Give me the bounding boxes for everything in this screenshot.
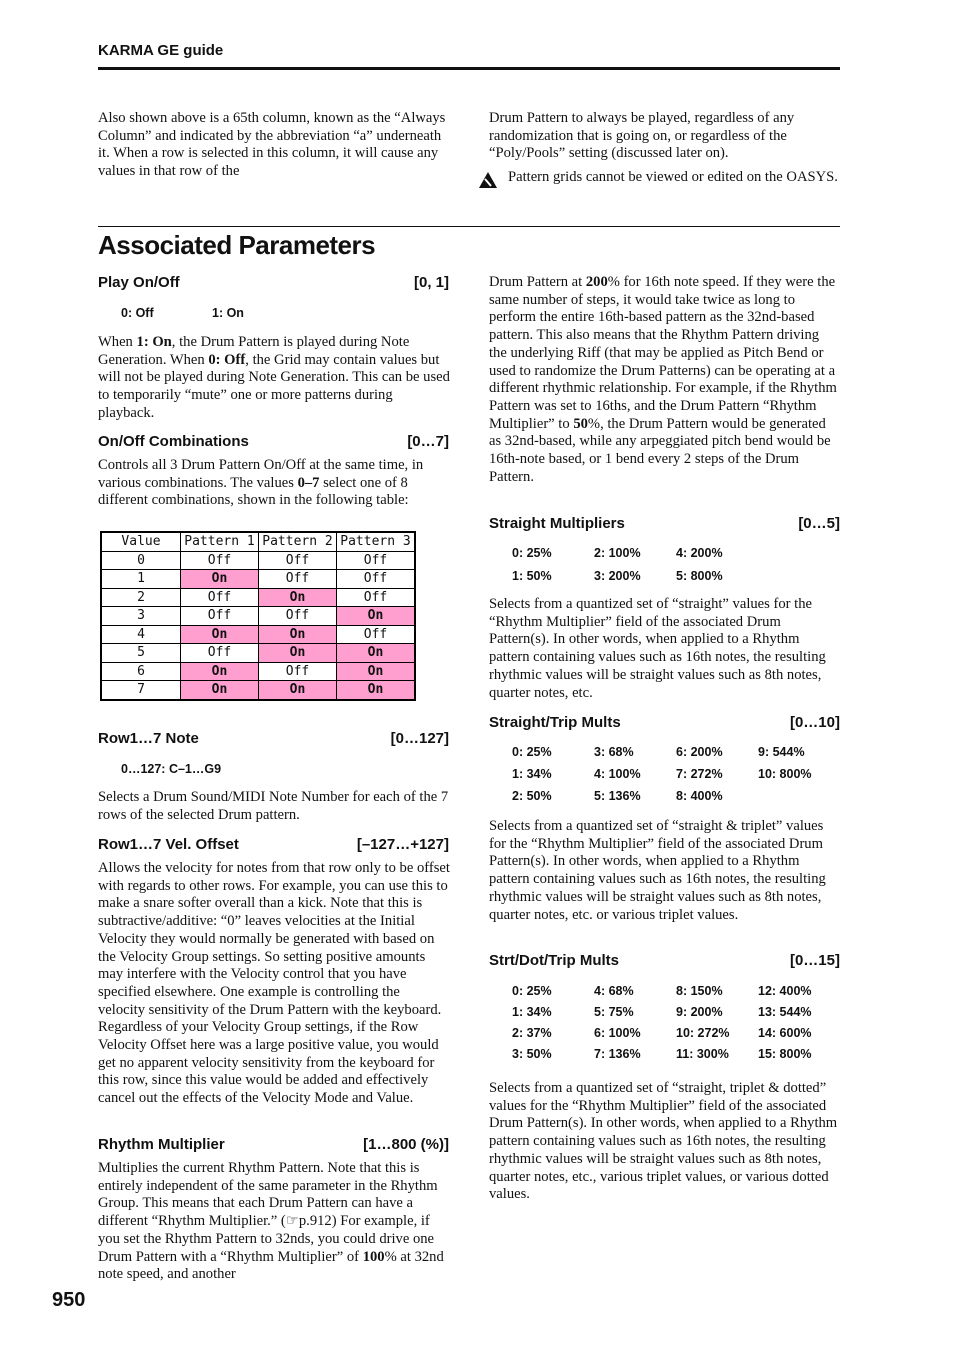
table-cell: Off <box>259 570 337 589</box>
table-row <box>101 607 415 626</box>
table-cell: On <box>259 681 337 700</box>
table-cell: On <box>181 662 259 681</box>
section-title: Associated Parameters <box>98 230 376 260</box>
table-cell: On <box>337 607 416 626</box>
table-row <box>101 644 415 663</box>
param-range: [0, 1] <box>413 274 449 291</box>
param-heading-dot <box>489 952 840 969</box>
combos-description: Controls all 3 Drum Pattern On/Off at the same time, in various combinations. The values 0–7 select one of 8 different combinations, shown in the following table: <box>98 457 424 509</box>
table-cell: 7 <box>101 681 181 700</box>
value-1: 1: On <box>212 306 244 320</box>
table-cell: 6 <box>101 662 181 681</box>
table-cell: Off <box>181 607 259 626</box>
straight-values: 0: 25% 2: 100% 4: 200% 1: 50% 3: 200% 5: 800% <box>512 546 723 583</box>
table-row <box>101 662 415 681</box>
table-cell: Off <box>337 588 416 607</box>
warning-icon <box>478 171 498 194</box>
value-0: 0: Off <box>121 306 154 320</box>
param-name: Row1…7 Vel. Offset <box>98 836 239 853</box>
table-cell: 5 <box>101 644 181 663</box>
table-header-cell: Pattern 3 <box>337 532 416 551</box>
param-range: [0…7] <box>407 433 449 450</box>
param-name: Straight/Trip Mults <box>489 714 621 731</box>
intro-left-text: Also shown above is a 65th column, known as the “Always Column” and indicated by the abbreviation “a” underneath it. When a row is selected in this column, it will cause any values in that row of the <box>98 110 446 180</box>
table-header-cell: Pattern 1 <box>181 532 259 551</box>
section-rule <box>98 226 840 227</box>
table-cell: On <box>181 570 259 589</box>
rhythm-description: Multiplies the current Rhythm Pattern. Note that this is entirely independent of the same parameter in the Rhythm Group. This means that each Drum Pattern can have a different “Rhythm Multiplier.” (☞p.912) For example, if you set the Rhythm Pattern to 32nds, you could drive one Drum Pattern with a “Rhythm Multiplier” of 100% at 32nd note speed, and another <box>98 1160 444 1283</box>
table-cell: Off <box>181 551 259 570</box>
page-header: KARMA GE guide <box>98 42 224 59</box>
param-range: [0…10] <box>789 714 840 731</box>
param-name: Straight Multipliers <box>489 515 625 532</box>
table-cell: Off <box>181 644 259 663</box>
intro-right-text: Drum Pattern to always be played, regardless of any randomization that is going on, or regardless of the “Poly/Pools” setting (discussed later on). <box>489 110 795 162</box>
table-row <box>101 625 415 644</box>
play-description: When 1: On, the Drum Pattern is played during Note Generation. When 0: Off, the Grid may contain values but will not be played during Note Generation. This can be used to temporarily “mute” one or more patterns during playback. <box>98 334 450 421</box>
table-cell: Off <box>337 570 416 589</box>
param-range: [0…5] <box>798 515 840 532</box>
page-number: 950 <box>52 1289 86 1311</box>
table-cell: Off <box>259 607 337 626</box>
row-note-description: Selects a Drum Sound/MIDI Note Number for each of the 7 rows of the selected Drum pattern. <box>98 789 449 823</box>
table-cell: On <box>337 644 416 663</box>
trip-description: Selects from a quantized set of “straight & triplet” values for the “Rhythm Multiplier” field of the associated Drum Pattern(s). In other words, when applied to a Rhythm pattern containing values such as 16th notes, the resulting rhythmic values will be straight values such as 8th notes, quarter notes, etc. or various triplet values. <box>489 818 826 923</box>
table-cell: On <box>337 681 416 700</box>
combinations-table <box>100 531 416 701</box>
param-name: Play On/Off <box>98 274 180 291</box>
table-row <box>101 681 415 700</box>
table-cell: 0 <box>101 551 181 570</box>
param-range: [–127…+127] <box>356 836 449 853</box>
rhythm-description-cont: Drum Pattern at 200% for 16th note speed. If they were the same number of steps, it would take twice as long to perform the entire 16th-based pattern as the 32nd-based pattern. This also means that the Rhythm Pattern driving the underlying Riff (that may be applied as Pitch Bend or used to randomize the Drum Patterns) can be operating at a different rhythmic relationship. For example, if the Rhythm Pattern was set to 16ths, and the Drum Pattern “Rhythm Multiplier” to 50%, the Drum Pattern would be generated as 32nd-based, while any arpeggiated pitch bend would be 16th-note based, or 1 bend every 2 steps of the Drum Pattern. <box>489 274 837 485</box>
table-cell: On <box>337 662 416 681</box>
table-cell: Off <box>337 551 416 570</box>
table-cell: On <box>259 644 337 663</box>
param-heading-row-vel <box>98 836 449 853</box>
param-heading-rhythm <box>98 1136 449 1153</box>
param-range: [0…127] <box>390 730 449 747</box>
table-row <box>101 588 415 607</box>
param-heading-play <box>98 274 449 291</box>
table-cell: Off <box>181 588 259 607</box>
param-range: [0…15] <box>789 952 840 969</box>
table-cell: 3 <box>101 607 181 626</box>
straight-description: Selects from a quantized set of “straight” values for the “Rhythm Multiplier” field of the associated Drum Pattern(s). In other words, when applied to a Rhythm pattern containing values such as 16th notes, the resulting rhythmic values will be straight values such as 8th notes, quarter notes, etc. <box>489 596 826 701</box>
dot-values: 0: 25% 4: 68% 8: 150% 12: 400% 1: 34% 5: 75% 9: 200% 13: 544% 2: 37% 6: 100% 10: 272% 14: 600% 3: 50% 7: 136% 11: 300% 15: 800% <box>512 984 812 1061</box>
table-cell: 2 <box>101 588 181 607</box>
table-cell: On <box>181 681 259 700</box>
param-name: Rhythm Multiplier <box>98 1136 225 1153</box>
param-name: Strt/Dot/Trip Mults <box>489 952 619 969</box>
table-cell: 4 <box>101 625 181 644</box>
table-row <box>101 551 415 570</box>
param-range: [1…800 (%)] <box>363 1136 449 1153</box>
value-range: 0…127: C–1…G9 <box>121 762 222 776</box>
trip-values: 0: 25% 3: 68% 6: 200% 9: 544% 1: 34% 4: 100% 7: 272% 10: 800% 2: 50% 5: 136% 8: 400% <box>512 745 812 803</box>
table-cell: On <box>259 588 337 607</box>
param-name: On/Off Combinations <box>98 433 249 450</box>
table-cell: 1 <box>101 570 181 589</box>
table-header-cell: Value <box>101 532 181 551</box>
param-heading-combos <box>98 433 449 450</box>
table-row <box>101 570 415 589</box>
param-name: Row1…7 Note <box>98 730 199 747</box>
table-cell: Off <box>259 551 337 570</box>
table-cell: On <box>181 625 259 644</box>
dot-description: Selects from a quantized set of “straight, triplet & dotted” values for the “Rhythm Multiplier” field of the associated Drum Pattern(s). In other words, when applied to a Rhythm pattern containing values such as 16th notes, the resulting rhythmic values will be straight values such as 8th notes, quarter notes, etc., various triplet values, or various dotted values. <box>489 1080 838 1203</box>
table-cell: Off <box>337 625 416 644</box>
header-rule <box>98 67 840 70</box>
table-cell: Off <box>259 662 337 681</box>
row-vel-description: Allows the velocity for notes from that row only to be offset with regards to other rows. For example, you can use this to make a snare softer overall than a kick. Note that this is subtractive/additive: “0” leaves velocities at the Initial Velocity they would normally be generated with based on the Velocity Group settings. So setting positive amounts may interfere with the Velocity control that you have specified elsewhere. One example is controlling the velocity sensitivity of the Drum Pattern with the keyboard. Regardless of your Velocity Group settings, if the Row Velocity Offset here was a large positive value, you would get no apparent velocity sensitivity from the keyboard for this row, since this value would be added and effectively cancel out the effects of the Velocity Mode and Value. <box>98 860 450 1107</box>
table-cell: On <box>259 625 337 644</box>
param-heading-straight <box>489 515 840 532</box>
intro-note: Pattern grids cannot be viewed or edited on the OASYS. <box>508 169 838 185</box>
param-heading-trip <box>489 714 840 731</box>
table-header-cell: Pattern 2 <box>259 532 337 551</box>
param-heading-row-note <box>98 730 449 747</box>
